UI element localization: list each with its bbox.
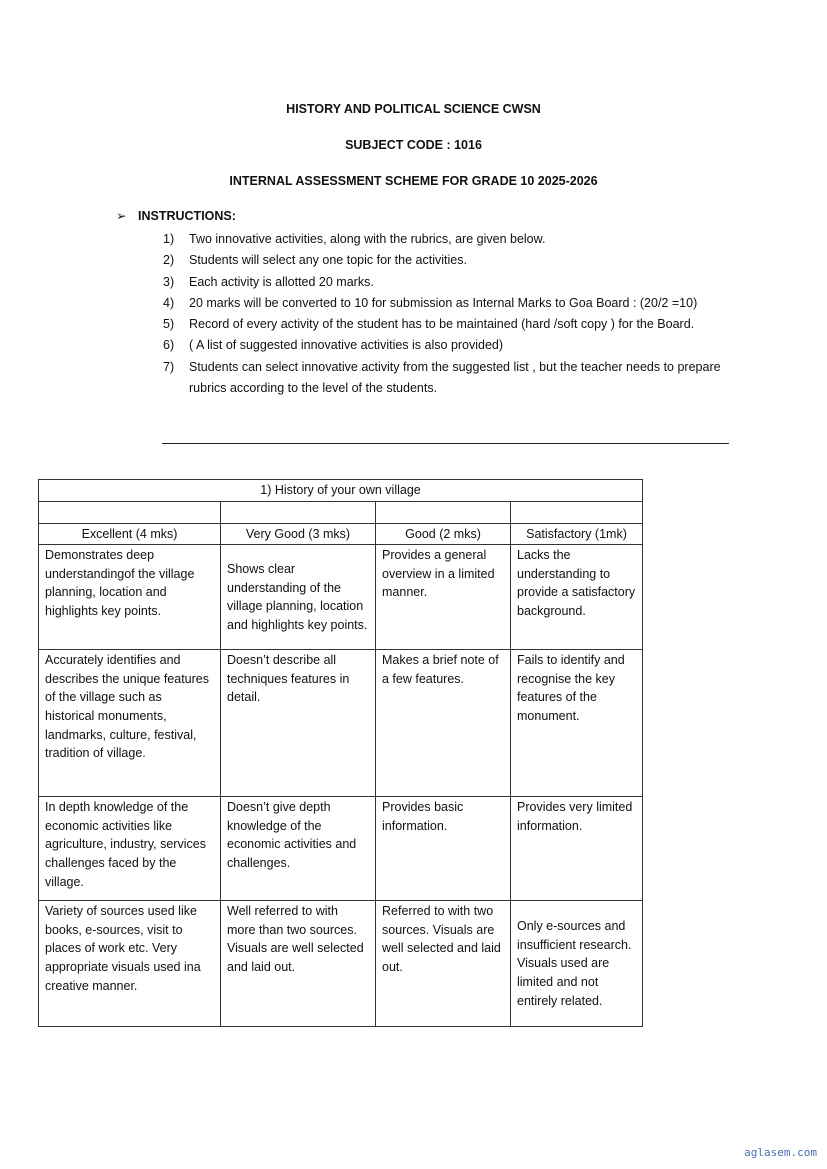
rubric-table [38,479,643,1027]
item-number: 1) [163,232,175,246]
watermark-link[interactable]: aglasem.com [744,1146,817,1159]
table-cell: Makes a brief note of a few features. [376,650,511,797]
subject-code: SUBJECT CODE : 1016 [345,138,482,152]
table-cell [221,501,376,523]
item-number: 4) [163,295,175,310]
table-row [39,650,643,797]
item-number: 2) [163,253,175,268]
column-header-very-good: Very Good (3 mks) [221,523,376,545]
table-title-row [39,480,643,502]
instructions-heading [116,208,236,223]
blank-row [39,501,643,523]
table-cell: Shows clear understanding of the village planning, location and highlights key points. [221,545,376,650]
table-cell: Well referred to with more than two sources. Visuals are well selected and laid out. [221,901,376,1027]
table-cell: Provides basic information. [376,797,511,901]
table-cell: Demonstrates deep understandingof the village planning, location and highlights key points. [39,545,221,650]
item-text: Two innovative activities, along with the rubrics, are given below. [189,232,546,246]
table-cell [39,501,221,523]
list-item [163,229,728,250]
item-text: ( A list of suggested innovative activities is also provided) [189,338,504,353]
list-item [163,272,728,293]
table-cell: Provides very limited information. [511,797,643,901]
instructions-list [163,229,728,399]
section-divider [162,443,729,444]
list-item [163,314,728,335]
list-item [163,250,728,271]
table-row [39,797,643,901]
item-number: 7) [163,359,175,374]
item-number: 5) [163,317,175,332]
table-cell: Lacks the understanding to provide a satisfactory background. [511,545,643,650]
column-header-excellent: Excellent (4 mks) [39,523,221,545]
item-text: 20 marks will be converted to 10 for submission as Internal Marks to Goa Board : (20/2 =10) [189,295,698,310]
item-text: Record of every activity of the student has to be maintained (hard /soft copy ) for the Board. [189,317,695,332]
table-cell [511,501,643,523]
table-cell [376,501,511,523]
column-header-row [39,523,643,545]
activity-title: 1) History of your own village [39,480,643,502]
table-cell: Referred to with two sources. Visuals are well selected and laid out. [376,901,511,1027]
table-row [39,901,643,1027]
subject-title: HISTORY AND POLITICAL SCIENCE CWSN [286,102,541,116]
item-number: 3) [163,274,175,289]
table-cell: Fails to identify and recognise the key features of the monument. [511,650,643,797]
column-header-good: Good (2 mks) [376,523,511,545]
arrow-bullet-icon: ➢ [116,209,127,223]
item-text: Each activity is allotted 20 marks. [189,274,374,289]
table-cell: Only e-sources and insufficient research. Visuals used are limited and not entirely related. [511,901,643,1027]
item-text: Students will select any one topic for the activities. [189,253,467,268]
table-cell: Doesn’t describe all techniques features in detail. [221,650,376,797]
table-cell: Variety of sources used like books, e-sources, visit to places of work etc. Very appropriate visuals used ina creative manner. [39,901,221,1027]
instructions-label: INSTRUCTIONS: [138,209,236,223]
assessment-scheme-title: INTERNAL ASSESSMENT SCHEME FOR GRADE 10 2025-2026 [229,174,598,188]
table-row [39,545,643,650]
table-cell: In depth knowledge of the economic activities like agriculture, industry, services challenges faced by the village. [39,797,221,901]
table-cell: Doesn’t give depth knowledge of the economic activities and challenges. [221,797,376,901]
column-header-satisfactory: Satisfactory (1mk) [511,523,643,545]
item-text: Students can select innovative activity from the suggested list , but the teacher needs to prepare rubrics according to the level of the students. [189,359,721,396]
list-item [163,357,728,400]
table-cell: Accurately identifies and describes the unique features of the village such as historical monuments, landmarks, culture, festival, tradition of village. [39,650,221,797]
item-number: 6) [163,338,175,353]
list-item [163,335,728,356]
list-item [163,293,728,314]
table-cell: Provides a general overview in a limited manner. [376,545,511,650]
